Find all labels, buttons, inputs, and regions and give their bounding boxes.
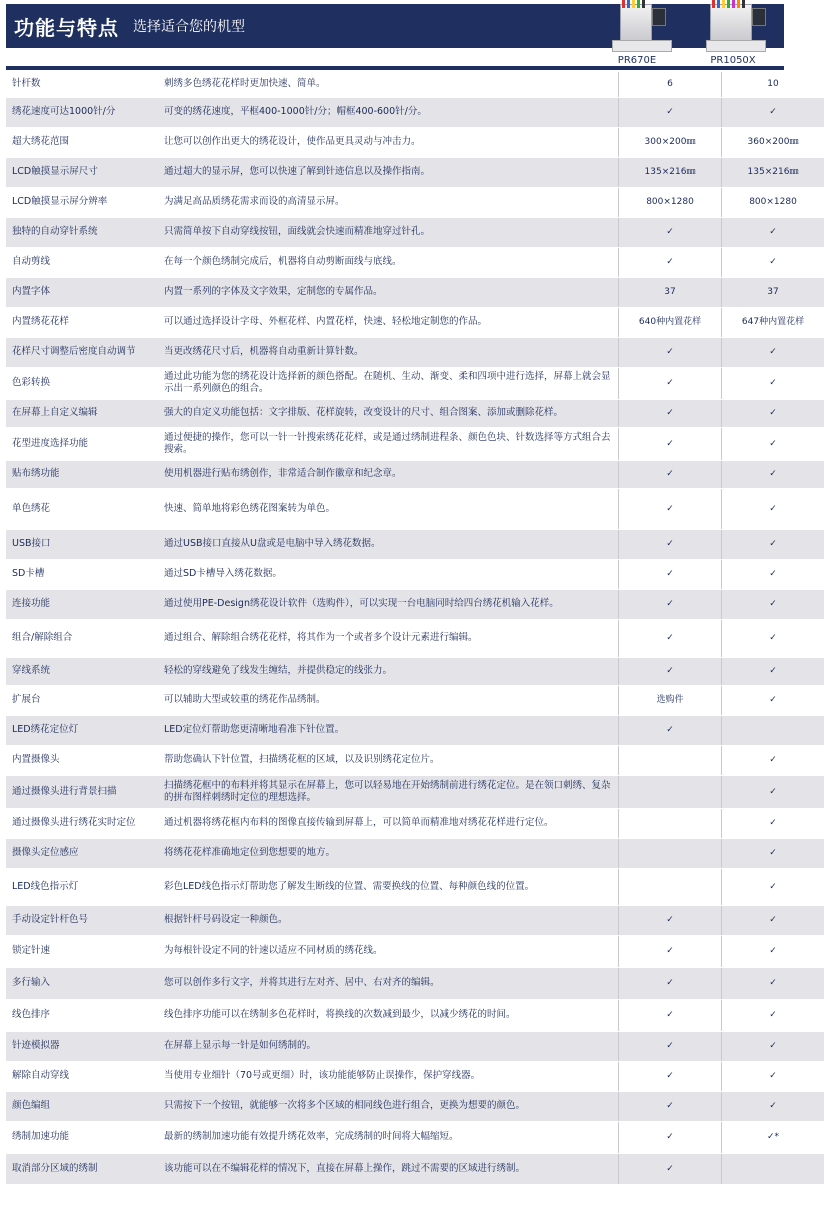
pr670e-value: ✓ [619, 1121, 722, 1153]
feature-name: 手动设定针杆色号 [6, 905, 158, 935]
feature-description: 该功能可以在不编辑花样的情况下，直接在屏幕上操作，跳过不需要的区域进行绣制。 [158, 1153, 619, 1184]
feature-description: 可变的绣花速度，平框400-1000针/分；帽框400-600针/分。 [158, 97, 619, 127]
feature-name: 多行输入 [6, 967, 158, 999]
feature-description: 根据针杆号码设定一种颜色。 [158, 905, 619, 935]
table-row [6, 967, 824, 999]
pr670e-value [619, 868, 722, 905]
table-row [6, 127, 824, 157]
pr1050x-value: ✓ [722, 935, 824, 967]
pr1050x-value: ✓ [722, 529, 824, 559]
table-row [6, 715, 824, 745]
page-title: 功能与特点 [14, 15, 119, 40]
pr670e-value: ✓ [619, 905, 722, 935]
table-row [6, 559, 824, 589]
table-row [6, 657, 824, 685]
pr670e-value: ✓ [619, 1091, 722, 1121]
pr670e-value [619, 808, 722, 838]
feature-description: 当更改绣花尺寸后，机器将自动重新计算针数。 [158, 337, 619, 367]
pr1050x-value: ✓ [722, 967, 824, 999]
pr670e-value: ✓ [619, 1153, 722, 1184]
feature-name: SD卡槽 [6, 559, 158, 589]
feature-name: 通过摄像头进行绣花实时定位 [6, 808, 158, 838]
table-row [6, 1121, 824, 1153]
pr1050x-value: ✓ [722, 559, 824, 589]
table-row [6, 72, 824, 97]
pr670e-value: ✓ [619, 589, 722, 619]
feature-name: 内置字体 [6, 277, 158, 307]
table-row [6, 1061, 824, 1091]
pr670e-value: ✓ [619, 935, 722, 967]
pr1050x-value: ✓ [722, 775, 824, 808]
pr1050x-value: ✓ [722, 657, 824, 685]
feature-comparison-table [6, 72, 824, 1185]
pr670e-machine-image [610, 0, 672, 52]
pr1050x-value: ✓ [722, 808, 824, 838]
pr670e-value [619, 745, 722, 775]
feature-name: 色彩转换 [6, 367, 158, 399]
feature-description: 为满足高品质绣花需求而设的高清显示屏。 [158, 187, 619, 217]
feature-description: 使用机器进行贴布绣创作，非常适合制作徽章和纪念章。 [158, 460, 619, 488]
pr1050x-value: 37 [722, 277, 824, 307]
feature-description: 通过便捷的操作，您可以一针一针搜索绣花花样，或是通过绣制进程条、颜色色块、针数选择等方式组合去搜索。 [158, 427, 619, 460]
feature-name: 锁定针速 [6, 935, 158, 967]
feature-name: 摄像头定位感应 [6, 838, 158, 868]
pr1050x-value: ✓ [722, 685, 824, 715]
pr1050x-value [722, 1153, 824, 1184]
feature-description: 在屏幕上显示每一针是如何绣制的。 [158, 1031, 619, 1061]
pr1050x-value: ✓ [722, 868, 824, 905]
pr1050x-value: ✓ [722, 1091, 824, 1121]
feature-name: 连接功能 [6, 589, 158, 619]
pr1050x-value: ✓ [722, 619, 824, 657]
feature-name: 内置绣花花样 [6, 307, 158, 337]
pr670e-value: 300×200㎜ [619, 127, 722, 157]
table-row [6, 367, 824, 399]
pr1050x-value: ✓ [722, 999, 824, 1031]
feature-description: 线色排序功能可以在绣制多色花样时，将换线的次数减到最少，以减少绣花的时间。 [158, 999, 619, 1031]
table-row [6, 838, 824, 868]
pr670e-value: ✓ [619, 217, 722, 247]
pr670e-value [619, 775, 722, 808]
feature-name: 单色绣花 [6, 488, 158, 529]
pr1050x-value: ✓ [722, 745, 824, 775]
feature-description: 当使用专业细针（70号或更细）时，该功能能够防止误操作，保护穿线器。 [158, 1061, 619, 1091]
table-row [6, 337, 824, 367]
pr1050x-value: ✓ [722, 460, 824, 488]
feature-description: 帮助您确认下针位置，扫描绣花框的区域，以及识别绣花定位片。 [158, 745, 619, 775]
feature-name: 超大绣花范围 [6, 127, 158, 157]
table-row [6, 619, 824, 657]
feature-name: 通过摄像头进行背景扫描 [6, 775, 158, 808]
pr670e-value: 6 [619, 72, 722, 97]
feature-name: 绣花速度可达1000针/分 [6, 97, 158, 127]
feature-description: 通过使用PE-Design绣花设计软件（选购件），可以实现一台电脑同时给四台绣花机输入花样。 [158, 589, 619, 619]
feature-description: 在每一个颜色绣制完成后，机器将自动剪断面线与底线。 [158, 247, 619, 277]
feature-name: 针迹模拟器 [6, 1031, 158, 1061]
feature-name: LED线色指示灯 [6, 868, 158, 905]
pr670e-value: 135×216㎜ [619, 157, 722, 187]
table-row [6, 905, 824, 935]
pr1050x-machine-image [704, 0, 766, 52]
pr670e-value: ✓ [619, 529, 722, 559]
feature-description: 快速、简单地将彩色绣花图案转为单色。 [158, 488, 619, 529]
feature-name: 绣制加速功能 [6, 1121, 158, 1153]
feature-description: 扫描绣花框中的布料并将其显示在屏幕上，您可以轻易地在开始绣制前进行绣花定位。是在领口刺绣、复杂的拼布图样刺绣时定位的理想选择。 [158, 775, 619, 808]
pr670e-value: ✓ [619, 967, 722, 999]
table-row [6, 808, 824, 838]
feature-name: 穿线系统 [6, 657, 158, 685]
pr670e-value: ✓ [619, 460, 722, 488]
feature-description: 只需简单按下自动穿线按钮，面线就会快速而精准地穿过针孔。 [158, 217, 619, 247]
feature-name: 取消部分区域的绣制 [6, 1153, 158, 1184]
table-row [6, 157, 824, 187]
pr670e-value: ✓ [619, 619, 722, 657]
pr1050x-value: ✓ [722, 247, 824, 277]
feature-name: 在屏幕上自定义编辑 [6, 399, 158, 427]
pr1050x-value: ✓ [722, 905, 824, 935]
feature-name: LCD触摸显示屏尺寸 [6, 157, 158, 187]
feature-name: 针杆数 [6, 72, 158, 97]
feature-description: 通过此功能为您的绣花设计选择新的颜色搭配。在随机、生动、渐变、柔和四项中进行选择，屏幕上就会显示出一系列颜色的组合。 [158, 367, 619, 399]
pr1050x-value: 135×216㎜ [722, 157, 824, 187]
table-row [6, 427, 824, 460]
pr670e-value: ✓ [619, 1031, 722, 1061]
feature-description: 内置一系列的字体及文字效果，定制您的专属作品。 [158, 277, 619, 307]
pr670e-value: 640种内置花样 [619, 307, 722, 337]
table-row [6, 1091, 824, 1121]
feature-description: 通过SD卡槽导入绣花数据。 [158, 559, 619, 589]
model-name-pr670e: PR670E [617, 55, 657, 66]
feature-description: 通过机器将绣花框内布料的图像直接传输到屏幕上，可以简单而精准地对绣花花样进行定位。 [158, 808, 619, 838]
feature-name: LCD触摸显示屏分辨率 [6, 187, 158, 217]
pr1050x-value: 360×200㎜ [722, 127, 824, 157]
feature-description: 为每根针设定不同的针速以适应不同材质的绣花线。 [158, 935, 619, 967]
table-row [6, 460, 824, 488]
feature-name: 扩展台 [6, 685, 158, 715]
feature-description: 最新的绣制加速功能有效提升绣花效率，完成绣制的时间将大幅缩短。 [158, 1121, 619, 1153]
pr670e-value: ✓ [619, 367, 722, 399]
pr1050x-value: ✓ [722, 217, 824, 247]
feature-description: 只需按下一个按钮，就能够一次将多个区域的相同线色进行组合，更换为想要的颜色。 [158, 1091, 619, 1121]
pr670e-value: ✓ [619, 97, 722, 127]
pr670e-value: ✓ [619, 488, 722, 529]
feature-description: 刺绣多色绣花花样时更加快速、简单。 [158, 72, 619, 97]
model-name-pr1050x: PR1050X [710, 55, 756, 66]
feature-description: 将绣花花样准确地定位到您想要的地方。 [158, 838, 619, 868]
feature-description: 可以辅助大型或较重的绣花作品绣制。 [158, 685, 619, 715]
feature-name: 花型进度选择功能 [6, 427, 158, 460]
feature-description: 强大的自定义功能包括：文字排版、花样旋转，改变设计的尺寸、组合图案、添加或删除花样。 [158, 399, 619, 427]
table-row [6, 307, 824, 337]
feature-description: 您可以创作多行文字，并将其进行左对齐、居中、右对齐的编辑。 [158, 967, 619, 999]
feature-name: USB接口 [6, 529, 158, 559]
pr670e-value: ✓ [619, 999, 722, 1031]
table-row [6, 399, 824, 427]
pr670e-value: 800×1280 [619, 187, 722, 217]
table-row [6, 217, 824, 247]
pr1050x-value: ✓ [722, 589, 824, 619]
header-divider [6, 66, 784, 70]
table-row [6, 247, 824, 277]
feature-name: 独特的自动穿针系统 [6, 217, 158, 247]
pr670e-value: ✓ [619, 715, 722, 745]
table-row [6, 745, 824, 775]
feature-description: 彩色LED线色指示灯帮助您了解发生断线的位置、需要换线的位置、每种颜色线的位置。 [158, 868, 619, 905]
pr670e-value: ✓ [619, 559, 722, 589]
table-row [6, 1153, 824, 1184]
pr670e-value [619, 838, 722, 868]
pr1050x-value: 800×1280 [722, 187, 824, 217]
table-row [6, 685, 824, 715]
pr1050x-value: ✓ [722, 488, 824, 529]
feature-name: 组合/解除组合 [6, 619, 158, 657]
feature-description: 轻松的穿线避免了线发生缠结，并提供稳定的线张力。 [158, 657, 619, 685]
table-row [6, 935, 824, 967]
pr1050x-value: ✓ [722, 399, 824, 427]
feature-description: 让您可以创作出更大的绣花设计，使作品更具灵动与冲击力。 [158, 127, 619, 157]
pr670e-value: ✓ [619, 337, 722, 367]
pr670e-value: 37 [619, 277, 722, 307]
feature-name: 贴布绣功能 [6, 460, 158, 488]
feature-name: 自动剪线 [6, 247, 158, 277]
table-row [6, 187, 824, 217]
pr670e-value: ✓ [619, 1061, 722, 1091]
pr1050x-value: ✓ [722, 838, 824, 868]
pr1050x-value: ✓* [722, 1121, 824, 1153]
pr1050x-value [722, 715, 824, 745]
pr1050x-value: ✓ [722, 427, 824, 460]
feature-name: 颜色编组 [6, 1091, 158, 1121]
feature-name: 内置摄像头 [6, 745, 158, 775]
pr1050x-value: ✓ [722, 1031, 824, 1061]
table-row [6, 1031, 824, 1061]
feature-description: 通过超大的显示屏，您可以快速了解到针迹信息以及操作指南。 [158, 157, 619, 187]
pr1050x-value: 647种内置花样 [722, 307, 824, 337]
pr670e-value: ✓ [619, 247, 722, 277]
table-row [6, 999, 824, 1031]
feature-name: 线色排序 [6, 999, 158, 1031]
pr670e-value: 选购件 [619, 685, 722, 715]
table-row [6, 97, 824, 127]
table-row [6, 868, 824, 905]
page-subtitle: 选择适合您的机型 [133, 19, 245, 35]
feature-description: 通过USB接口直接从U盘或是电脑中导入绣花数据。 [158, 529, 619, 559]
table-row [6, 529, 824, 559]
pr1050x-value: ✓ [722, 1061, 824, 1091]
feature-description: LED定位灯帮助您更清晰地看准下针位置。 [158, 715, 619, 745]
feature-name: 解除自动穿线 [6, 1061, 158, 1091]
table-row [6, 277, 824, 307]
pr670e-value: ✓ [619, 657, 722, 685]
pr1050x-value: ✓ [722, 97, 824, 127]
feature-name: 花样尺寸调整后密度自动调节 [6, 337, 158, 367]
pr1050x-value: ✓ [722, 337, 824, 367]
pr1050x-value: 10 [722, 72, 824, 97]
table-row [6, 775, 824, 808]
pr670e-value: ✓ [619, 399, 722, 427]
feature-name: LED绣花定位灯 [6, 715, 158, 745]
feature-description: 可以通过选择设计字母、外框花样、内置花样，快速、轻松地定制您的作品。 [158, 307, 619, 337]
table-row [6, 589, 824, 619]
pr1050x-value: ✓ [722, 367, 824, 399]
pr670e-value: ✓ [619, 427, 722, 460]
feature-description: 通过组合、解除组合绣花花样，将其作为一个或者多个设计元素进行编辑。 [158, 619, 619, 657]
table-row [6, 488, 824, 529]
